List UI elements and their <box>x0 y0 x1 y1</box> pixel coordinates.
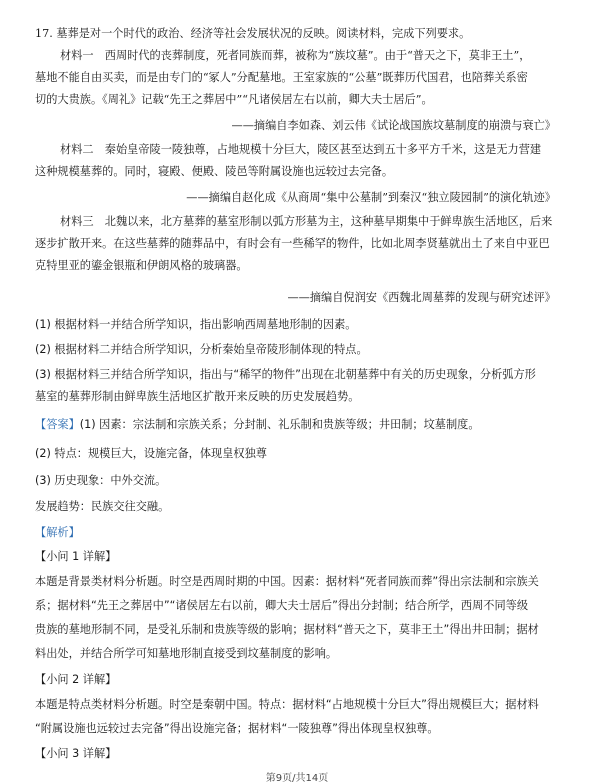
analysis-tag: 【解析】 <box>35 526 80 539</box>
material-3-line: 逐步扩散开来。在这些墓葬的随葬品中，有时会有一些稀罕的物件，比如北周李贤墓就出土了来自中亚巴 <box>35 237 550 250</box>
sub-question-2-heading: 【小问 2 详解】 <box>35 673 117 686</box>
answer-3: (3) 历史现象：中外交流。 <box>35 474 167 487</box>
material-3-line: 克特里亚的鎏金银瓶和伊朗风格的玻璃器。 <box>35 259 248 272</box>
answer-line-1 <box>35 418 564 432</box>
analysis-1-line: 贵族的墓地形制不同，是受礼乐制和贵族等级的影响；据材料“普天之下，莫非王土”得出井田制；据材 <box>35 623 539 636</box>
analysis-2-line: “附属设施也远较过去完备”得出设施完备；据材料“一陵独尊”得出体现皇权独尊。 <box>35 722 439 735</box>
question-3-line: (3) 根据材料三并结合所学知识，指出与“稀罕的物件”出现在北朝墓葬中有关的历史现象，分析弧方形 <box>35 368 536 381</box>
answer-1: (1) 因素：宗法制和宗族关系；分封制、礼乐制和贵族等级；井田制；坟墓制度。 <box>79 418 480 431</box>
answer-tag: 【答案】 <box>35 418 80 431</box>
material-2-line: 材料二 秦始皇帝陵一陵独尊，占地规模十分巨大，陵区甚至达到五十多平方千米，这是无力营建 <box>60 143 542 156</box>
material-1-line: 材料一 西周时代的丧葬制度，死者同族而葬，被称为“族坟墓”。由于“普天之下，莫非王土”， <box>60 49 531 62</box>
material-3-line: 材料三 北魏以来，北方墓葬的墓室形制以弧方形墓为主，这种墓早期集中于鲜卑族生活地区，后来 <box>60 215 553 228</box>
analysis-1-line: 系；据材料“先王之葬居中”“诸侯居左右以前，卿大夫士居后”得出分封制；结合所学，西周不同等级 <box>35 599 529 612</box>
sub-question-1-heading: 【小问 1 详解】 <box>35 550 117 563</box>
material-1-source: ——摘编自李如森、刘云伟《试论战国族坟墓制度的崩溃与衰亡》 <box>231 119 556 132</box>
question-3-line: 墓室的墓葬形制由鲜卑族生活地区扩散开来反映的历史发展趋势。 <box>35 390 360 403</box>
question-1: (1) 根据材料一并结合所学知识，指出影响西周墓地形制的因素。 <box>35 318 357 331</box>
material-1-line: 切的大贵族。《周礼》记载“先王之葬居中”“凡诸侯居左右以前，卿大夫士居后”。 <box>35 93 433 106</box>
answer-3b: 发展趋势：民族交往交融。 <box>35 500 170 513</box>
question-intro: 17. 墓葬是对一个时代的政治、经济等社会发展状况的反映。阅读材料，完成下列要求。 <box>35 27 471 40</box>
question-2: (2) 根据材料二并结合所学知识，分析秦始皇帝陵形制体现的特点。 <box>35 343 368 356</box>
material-2-line: 这种规模墓葬的。同时，寝殿、便殿、陵邑等附属设施也远较过去完备。 <box>35 165 394 178</box>
answer-2: (2) 特点：规模巨大，设施完备，体现皇权独尊 <box>35 447 267 460</box>
analysis-1-line: 料出处，并结合所学可知墓地形制直接受到坟墓制度的影响。 <box>35 647 338 660</box>
material-2-source: ——摘编自赵化成《从商周“集中公墓制”到秦汉“独立陵园制”的演化轨迹》 <box>186 191 556 204</box>
material-1-line: 墓地不能自由买卖，而是由专门的“冢人”分配墓地。王室家族的“公墓”既葬历代国君，也陪葬关系密 <box>35 71 528 84</box>
page-number: 第9页/共14页 <box>265 773 329 784</box>
material-3-source: ——摘编自倪润安《西魏北周墓葬的发现与研究述评》 <box>287 291 556 304</box>
sub-question-3-heading: 【小问 3 详解】 <box>35 747 117 760</box>
analysis-2-line: 本题是特点类材料分析题。时空是秦朝中国。特点：据材料“占地规模十分巨大”得出规模巨大；据材料 <box>35 698 539 711</box>
analysis-1-line: 本题是背景类材料分析题。时空是西周时期的中国。因素：据材料“死者同族而葬”得出宗法制和宗族关 <box>35 575 539 588</box>
